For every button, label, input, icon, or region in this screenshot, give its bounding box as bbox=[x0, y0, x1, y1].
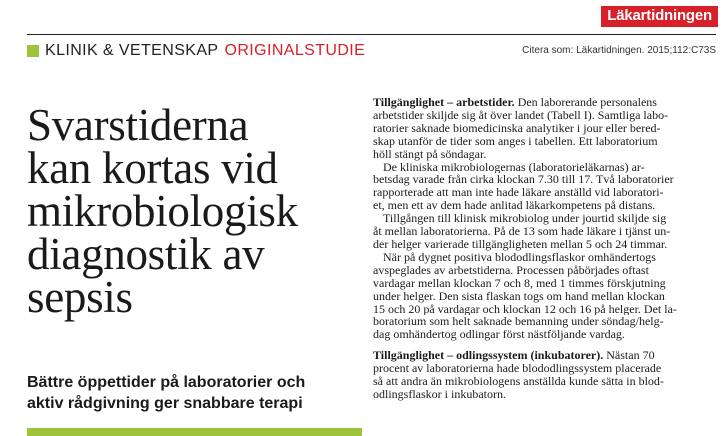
accent-bar bbox=[27, 428, 362, 436]
headline-line: diagnostik av bbox=[27, 229, 265, 279]
text-line: odlingsflaskor i inkubatorn. bbox=[373, 387, 506, 401]
text-line: skap utanför de tider som anges i tabellen. Ett laboratorium bbox=[373, 134, 658, 148]
text-line: vardagar mellan klockan 7 och 8, med 1 timmes förskjutning bbox=[373, 276, 666, 290]
paragraph-working-hours bbox=[373, 96, 713, 161]
subheadline-line: Bättre öppettider på laboratorier och bbox=[27, 374, 306, 391]
text-line: När på dygnet positiva blododlingsflaskor omhändertogs bbox=[383, 250, 656, 264]
text-line: et, men ett av dem hade anlitad läkarkompetens på distans. bbox=[373, 199, 656, 213]
text-line: Tillgänglighet – odlingssystem (inkubatorer). Nästan 70 bbox=[373, 349, 655, 363]
subheadline-line: aktiv rådgivning ger snabbare terapi bbox=[27, 395, 303, 412]
text-line: så att andra än mikrobiologens anställda kunde sätta in blod- bbox=[373, 375, 664, 388]
article-subheadline bbox=[27, 372, 362, 414]
body-column bbox=[373, 96, 713, 401]
paragraph-microbiologists bbox=[373, 161, 713, 213]
citation: Citera som: Läkartidningen. 2015;112:C73S bbox=[522, 45, 716, 56]
brand-logo[interactable]: Läkartidningen bbox=[601, 6, 718, 27]
paragraph-lead: Tillgänglighet – odlingssystem (inkubatorer). bbox=[373, 349, 604, 363]
headline-line: sepsis bbox=[27, 272, 133, 322]
text-line: procent av laboratorierna hade blododlingssystem placerade bbox=[373, 362, 662, 376]
paragraph-on-call bbox=[373, 212, 713, 251]
text-line: 15 och 20 på vardagar och klockan 12 och 16 på helger. Det la- bbox=[373, 302, 677, 316]
section-main: KLINIK & VETENSKAP bbox=[45, 42, 219, 59]
text-line: under helger. Den sista flaskan togs om hand mellan klockan bbox=[373, 289, 665, 303]
header-rule bbox=[27, 34, 716, 35]
text-line: avspeglades av arbetstiderna. Processen påbörjades oftast bbox=[373, 263, 649, 277]
paragraph-lead: Tillgänglighet – arbetstider. bbox=[373, 96, 515, 109]
paragraph-blood-cultures bbox=[373, 251, 713, 341]
text-line: betsdag varade från cirka klockan 7.30 till 17. Två laboratorier bbox=[373, 173, 674, 187]
text-line: dag omhändertog odlingar först nästföljande vardag. bbox=[373, 328, 625, 342]
headline-line: kan kortas vid bbox=[27, 143, 278, 193]
section-label bbox=[45, 42, 365, 60]
headline-line: Svarstiderna bbox=[27, 100, 249, 150]
text-line: boratorium som helt saknade bemanning under söndag/helg- bbox=[373, 315, 664, 329]
paragraph-incubators bbox=[373, 349, 713, 401]
headline-line: mikrobiologisk bbox=[27, 186, 298, 236]
text-line: rapporterade att man inte hade läkare anställd vid laboratori- bbox=[373, 186, 664, 200]
text-line: åt mellan laboratorierna. På de 13 som hade läkare i tjänst un- bbox=[373, 225, 671, 238]
section-marker bbox=[27, 45, 39, 57]
text-line: Tillgången till klinisk mikrobiolog under jourtid skiljde sig bbox=[383, 212, 667, 226]
section-sub: ORIGINALSTUDIE bbox=[224, 42, 366, 59]
section-header bbox=[27, 43, 716, 61]
text-line: De kliniska mikrobiologernas (laboratorieläkarnas) ar- bbox=[383, 160, 645, 174]
text-line: arbetstider skiljde sig åt över landet (Tabell I). Samtliga labo- bbox=[373, 108, 669, 122]
text-line: ratorier saknade biomedicinska analytiker i jour eller bered- bbox=[373, 121, 661, 135]
text-line: der helger varierade tillgängligheten mellan 5 och 24 timmar. bbox=[373, 237, 668, 251]
article-headline bbox=[27, 100, 367, 322]
text-line: Tillgänglighet – arbetstider. Den laborerande personalens bbox=[373, 96, 657, 109]
text-line: höll stängt på söndagar. bbox=[373, 147, 487, 161]
